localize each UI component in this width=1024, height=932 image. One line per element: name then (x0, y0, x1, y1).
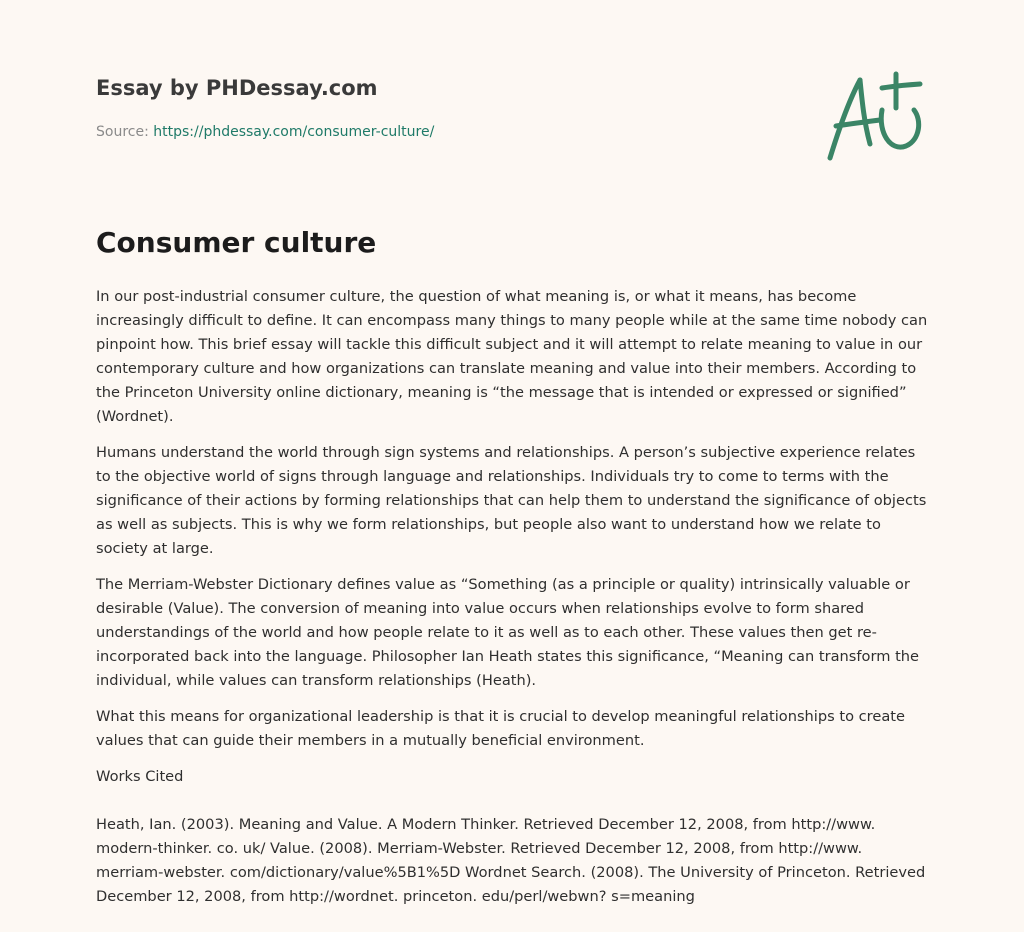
source-label: Source: (96, 124, 149, 140)
essay-paragraph: The Merriam-Webster Dictionary defines value as “Something (as a principle or quality) intrinsically valuable or desirable (Value). The conversion of meaning into value occurs when relationships evolve to form shared understandings of the world and how people relate to it as well as to each other. These values then get re-incorporated back into the language. Philosopher Ian Heath states this significance, “Meaning can transform the individual, while values can transform relationships (Heath). (96, 576, 920, 689)
source-line (96, 124, 434, 140)
essay-paragraph: Humans understand the world through sign systems and relationships. A person’s subjective experience relates to the objective world of signs through language and relationships. Individuals try to come to terms with the significance of their actions by forming relationships that can help them to understand the significance of objects as well as subjects. This is why we form relationships, but people also want to understand how we relate to society at large. (96, 444, 927, 557)
works-cited-heading: Works Cited (96, 768, 184, 785)
essay-body (96, 285, 930, 921)
a-right-stroke (860, 80, 870, 144)
essay-title: Consumer culture (96, 226, 377, 259)
a-plus-grade-icon (826, 70, 926, 162)
essay-paragraph: In our post-industrial consumer culture, the question of what meaning is, or what it means, has become increasingly difficult to define. It can encompass many things to many people while at the same time nobody can pinpoint how. This brief essay will tackle this difficult subject and it will attempt to relate meaning to value in our contemporary culture and how organizations can translate meaning and value into their members. According to the Princeton University online dictionary, meaning is “the message that is intended or expressed or signified” (Wordnet). (96, 288, 928, 425)
plus-hook (881, 110, 918, 147)
works-cited-entries: Heath, Ian. (2003). Meaning and Value. A Modern Thinker. Retrieved December 12, 2008, from http://www. modern-thinker. co. uk/ Value. (2008). Merriam-Webster. Retrieved December 12, 2008, from http://www. merriam-webster. com/dictionary/value%5B1%5D Wordnet Search. (2008). The University of Princeton. Retrieved December 12, 2008, from http://wordnet. princeton. edu/perl/webwn? s=meaning (96, 816, 926, 905)
site-brand: Essay by PHDessay.com (96, 76, 378, 100)
a-left-stroke (830, 80, 860, 158)
plus-horizontal (882, 84, 920, 88)
source-link[interactable]: https://phdessay.com/consumer-culture/ (153, 124, 435, 140)
essay-paragraph: What this means for organizational leadership is that it is crucial to develop meaningful relationships to create values that can guide their members in a mutually beneficial environment. (96, 708, 905, 749)
